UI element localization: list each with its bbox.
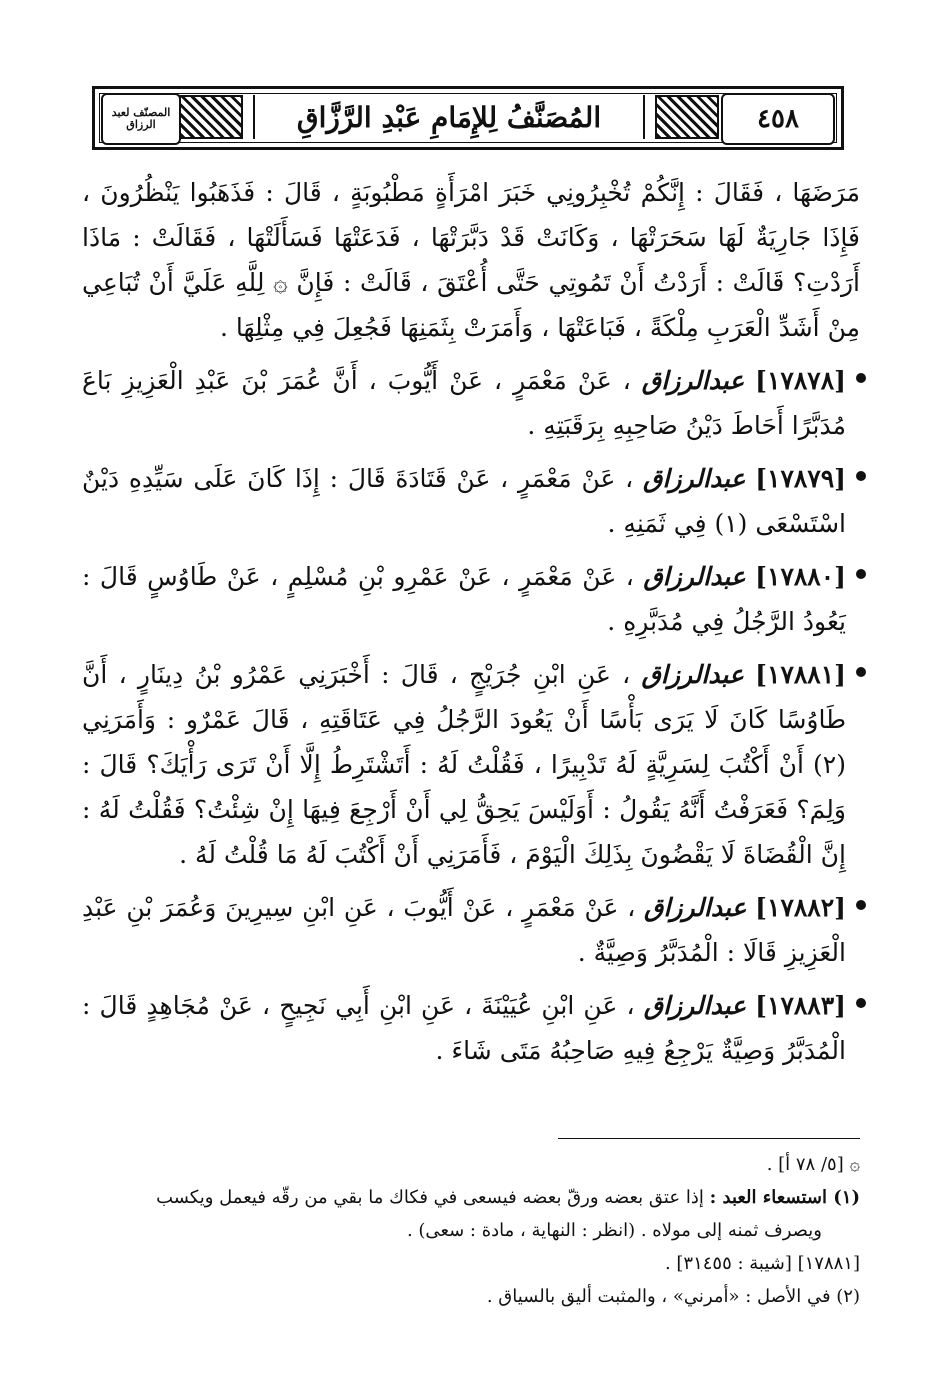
footnote-1-continuation: ويصرف ثمنه إلى مولاه . (انظر : النهاية ، مادة : سعى) . [406,1220,822,1241]
entry-text: ، عَنْ مَعْمَرٍ ، عَنْ أَيُّوبَ ، أَنَّ عُمَرَ بْنَ عَبْدِ الْعَزِيزِ بَاعَ مُدَبَّرًا أَحَاطَ دَيْنُ صَاحِبِهِ بِرَقَبَتِهِ . [82,366,846,440]
narrator-name: عبدالرزاق [641,660,744,689]
entry-number: [١٧٨٨٢] [755,893,846,922]
narrator-name: عبدالرزاق [643,464,746,493]
hadith-entry [82,554,860,644]
footnotes [82,1148,860,1313]
page-header [92,86,844,150]
entry-number: [١٧٨٧٩] [755,464,847,493]
footnote-1-text: إذا عتق بعضه ورقّ بعضه فيسعى في فكاك ما بقي من رقّه فيعمل ويكسب [156,1187,704,1208]
bullet-dot [856,667,866,677]
bullet-dot [856,373,866,383]
narrator-name: عبدالرزاق [643,991,747,1020]
entry-text: ، عَنْ مَعْمَرٍ ، عَنْ قَتَادَةَ قَالَ : إِذَا كَانَ عَلَى سَيِّدِهِ دَيْنٌ اسْتَسْعَى (١) فِي ثَمَنِهِ . [82,464,846,538]
hadith-entry [82,983,860,1073]
ornament-knot-right [655,95,719,139]
entry-text: ، عَنْ مَعْمَرٍ ، عَنْ عَمْرِو بْنِ مُسْلِمٍ ، عَنْ طَاوُسٍ قَالَ : يَعُودُ الرَّجُلُ فِي مُدَبَّرِهِ . [82,562,846,636]
folio-reference: ۞ [٥/ ٧٨ أ] . [766,1154,860,1175]
entry-number: [١٧٨٧٨] [755,366,846,395]
footnote-2: (٢) في الأصل : «أمرني» ، والمثبت أليق بالسياق . [486,1286,860,1307]
entry-number: [١٧٨٨٣] [755,991,846,1020]
main-text [82,170,860,1081]
narrator-name: عبدالرزاق [641,366,745,395]
footnote-1 [82,1181,860,1214]
hadith-entry [82,358,860,448]
source-reference: [١٧٨٨١] [شيبة : ٣١٤٥٥] . [664,1253,860,1274]
entry-text: ، عَنْ مَعْمَرٍ ، عَنْ أَيُّوبَ ، عَنِ ابْنِ سِيرِينَ وَعُمَرَ بْنِ عَبْدِ الْعَزِيزِ قَالَا : الْمُدَبَّرُ وَصِيَّةٌ . [82,893,846,967]
book-seal-logo [101,93,181,145]
page-number-medallion [721,93,835,145]
footnote-1-label: (١) استسعاء العبد : [709,1187,860,1208]
running-title: المُصَنَّفُ لِلإِمَامِ عَبْدِ الرَّزَّاقِ [253,95,645,139]
bullet-dot [856,900,866,910]
bullet-dot [856,471,866,481]
entry-number: [١٧٨٨٠] [755,562,846,591]
entry-text: ، عَنِ ابْنِ عُيَيْنَةَ ، عَنِ ابْنِ أَبِي نَجِيحٍ ، عَنْ مُجَاهِدٍ قَالَ : الْمُدَبَّرُ وَصِيَّةٌ يَرْجِعُ فِيهِ صَاحِبُهُ مَتَى شَاءَ . [82,991,846,1065]
book-seal-text: المصنّف لعبد الرزاق [111,106,171,131]
bullet-dot [856,569,866,579]
hadith-entry [82,652,860,877]
entry-text: ، عَنِ ابْنِ جُرَيْجٍ ، قَالَ : أَخْبَرَنِي عَمْرُو بْنُ دِينَارٍ ، أَنَّ طَاوُسًا كَانَ لَا يَرَى بَأْسًا أَنْ يَعُودَ الرَّجُلُ فِي عَتَاقَتِهِ ، قَالَ عَمْرٌو : وَأَمَرَنِي (٢) أَنْ أَكْتُبَ لِسَرِيَّةٍ لَهُ تَدْبِيرًا ، فَقُلْتُ لَهُ : أَتَشْتَرِطُ إِلَّا أَنْ تَرَى رَأْيَكَ؟ قَالَ : وَلِمَ؟ فَعَرَفْتُ أَنَّهُ يَقُولُ : أَوَلَيْسَ يَحِقُّ لِي أَنْ أَرْجِعَ فِيهَا إِنْ شِئْتُ؟ فَقُلْتُ لَهُ : إِنَّ الْقُضَاةَ لَا يَقْضُونَ بِذَلِكَ الْيَوْمَ ، فَأَمَرَنِي أَنْ أَكْتُبَ لَهُ مَا قُلْتُ لَهُ . [82,660,846,869]
ornament-knot-left [179,95,243,139]
narrator-name: عبدالرزاق [643,562,746,591]
continuation-paragraph: مَرَضَهَا ، فَقَالَ : إِنَّكُمْ تُخْبِرُونِي خَبَرَ امْرَأَةٍ مَطْبُوبَةٍ ، قَالَ : فَذَهَبُوا يَنْظُرُونَ ، فَإِذَا جَارِيَةٌ لَهَا سَحَرَتْهَا ، وَكَانَتْ قَدْ دَبَّرَتْهَا ، فَدَعَتْهَا فَسَأَلَتْهَا ، فَقَالَتْ : مَاذَا أَرَدْتِ؟ قَالَتْ : أَرَدْتُ أَنْ تَمُوتِي حَتَّى أُعْتَقَ ، قَالَتْ : فَإِنَّ ۞ لِلَّهِ عَلَيَّ أَنْ تُبَاعِي مِنْ أَشَدِّ الْعَرَبِ مِلْكَةً ، فَبَاعَتْهَا ، وَأَمَرَتْ بِثَمَنِهَا فَجُعِلَ فِي مِثْلِهَا . [82,178,860,342]
entry-number: [١٧٨٨١] [755,660,846,689]
hadith-entry [82,456,860,546]
footnote-separator [558,1138,860,1139]
page-number: ٤٥٨ [757,104,799,134]
narrator-name: عبدالرزاق [644,893,747,922]
hadith-entry [82,885,860,975]
bullet-dot [856,998,866,1008]
